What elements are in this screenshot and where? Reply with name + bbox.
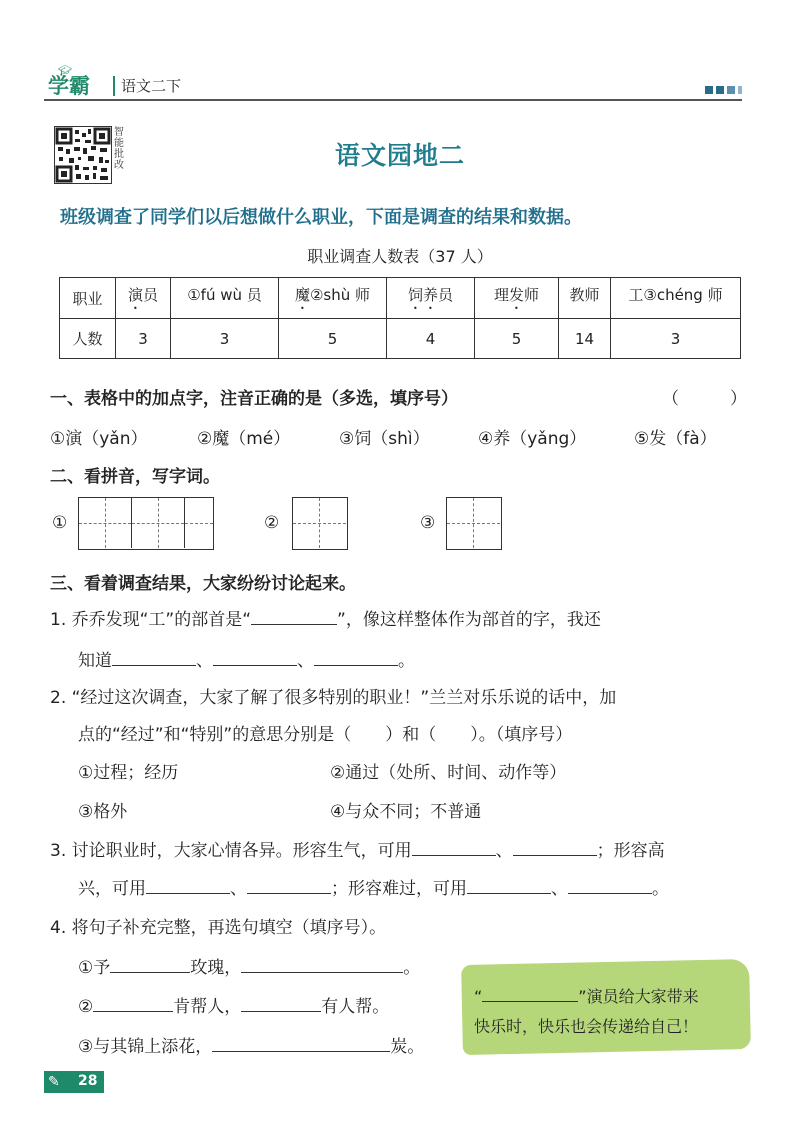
q3-heading: 三、看着调查结果，大家纷纷讨论起来。 — [50, 574, 356, 594]
answer-blank[interactable] — [513, 838, 597, 856]
answer-blank[interactable] — [213, 648, 297, 666]
q3-item1-line1: 1. 乔乔发现“工”的部首是“ ”，像这样整体作为部首的字，我还 — [50, 605, 601, 630]
q1-option: ①演（yǎn） — [50, 429, 148, 449]
table-cell: 魔②shù 师 — [279, 278, 387, 319]
header-decor-square — [705, 86, 713, 94]
q1-option: ④养（yǎng） — [478, 429, 587, 449]
table-cell: 14 — [559, 319, 611, 359]
answer-blank[interactable] — [247, 876, 331, 894]
table-cell: 工③chéng 师 — [611, 278, 741, 319]
q1-option: ⑤发（fà） — [634, 429, 717, 449]
q3-item2-option: ④与众不同；不普通 — [330, 802, 482, 822]
writing-grid[interactable] — [446, 497, 502, 550]
header-decor-square — [727, 86, 735, 94]
table-cell: 4 — [387, 319, 475, 359]
q1-option: ③饲（shì） — [339, 429, 430, 449]
q2-heading: 二、看拼音，写字词。 — [50, 467, 220, 487]
table-cell: 3 — [116, 319, 171, 359]
q2-label: ③ — [420, 513, 436, 533]
graduation-cap-icon: 🎓︎ — [58, 64, 72, 77]
table-cell: 理发师 — [475, 278, 559, 319]
q2-label: ① — [52, 513, 68, 533]
writing-grid[interactable] — [78, 497, 214, 550]
q3-item4-heading: 4. 将句子补充完整，再选句填空（填序号）。 — [50, 918, 387, 938]
answer-blank[interactable] — [314, 648, 398, 666]
answer-blank[interactable] — [412, 838, 496, 856]
table-row — [60, 278, 741, 319]
answer-blank[interactable] — [241, 955, 403, 973]
page-number: 28 — [78, 1073, 98, 1089]
q3-item2-option: ①过程；经历 — [78, 763, 179, 783]
header-decor-square — [738, 86, 742, 94]
q3-item4-sentence: ② 肯帮人， 有人帮。 — [78, 992, 389, 1017]
q3-item4-sentence: ①予 玫瑰， 。 — [78, 953, 420, 978]
answer-blank[interactable] — [212, 1034, 390, 1052]
writing-grid[interactable] — [292, 497, 348, 550]
table-row — [60, 319, 741, 359]
brand-logo: 学霸 — [48, 74, 90, 98]
table-cell: 5 — [475, 319, 559, 359]
q1-answer-paren[interactable]: （ ） — [662, 389, 747, 409]
answer-blank[interactable] — [146, 876, 230, 894]
q3-item2-line1: 2. “经过这次调查，大家了解了很多特别的职业！”兰兰对乐乐说的话中，加 — [50, 688, 617, 708]
hint-note: “ ”演员给大家带来 快乐时，快乐也会传递给自己！ — [474, 982, 742, 1042]
answer-blank[interactable] — [482, 984, 578, 1002]
answer-blank[interactable] — [467, 876, 551, 894]
q3-item2-option: ②通过（处所、时间、动作等） — [330, 763, 567, 783]
q1-option: ②魔（mé） — [197, 429, 291, 449]
table-caption: 职业调查人数表（37 人） — [307, 247, 493, 266]
header-divider — [113, 76, 115, 96]
answer-blank[interactable] — [112, 648, 196, 666]
survey-table — [59, 277, 741, 359]
pencil-icon: ✎ — [48, 1074, 60, 1090]
table-cell: ①fú wù 员 — [171, 278, 279, 319]
q1-heading: 一、表格中的加点字，注音正确的是（多选，填序号） — [50, 389, 458, 409]
q3-item2-option: ③格外 — [78, 802, 128, 822]
q3-item3-line1: 3. 讨论职业时，大家心情各异。形容生气，可用 、 ；形容高 — [50, 836, 665, 861]
header-decor-square — [716, 86, 724, 94]
q3-item2-line2: 点的“经过”和“特别”的意思分别是（ ）和（ ）。（填序号） — [78, 725, 573, 745]
table-cell: 饲养员 — [387, 278, 475, 319]
page-title: 语文园地二 — [334, 141, 465, 170]
table-cell: 5 — [279, 319, 387, 359]
table-cell: 3 — [171, 319, 279, 359]
answer-blank[interactable] — [93, 994, 173, 1012]
answer-blank[interactable] — [568, 876, 652, 894]
table-cell: 演员 — [116, 278, 171, 319]
answer-blank[interactable] — [241, 994, 321, 1012]
q3-item3-line2: 兴，可用 、 ；形容难过，可用 、 。 — [78, 874, 669, 899]
table-header-cell: 人数 — [60, 319, 116, 359]
intro-text: 班级调查了同学们以后想做什么职业，下面是调查的结果和数据。 — [60, 207, 582, 228]
q2-label: ② — [264, 513, 280, 533]
q3-item1-line2: 知道 、 、 。 — [78, 646, 415, 671]
table-cell: 教师 — [559, 278, 611, 319]
table-header-cell: 职业 — [60, 278, 116, 319]
qr-label: 智能批改 — [114, 127, 124, 171]
header-rule — [44, 99, 742, 101]
table-cell: 3 — [611, 319, 741, 359]
q3-item4-sentence: ③与其锦上添花， 炭。 — [78, 1032, 424, 1057]
subject-label: 语文二下 — [121, 77, 182, 95]
answer-blank[interactable] — [251, 607, 337, 625]
answer-blank[interactable] — [110, 955, 190, 973]
